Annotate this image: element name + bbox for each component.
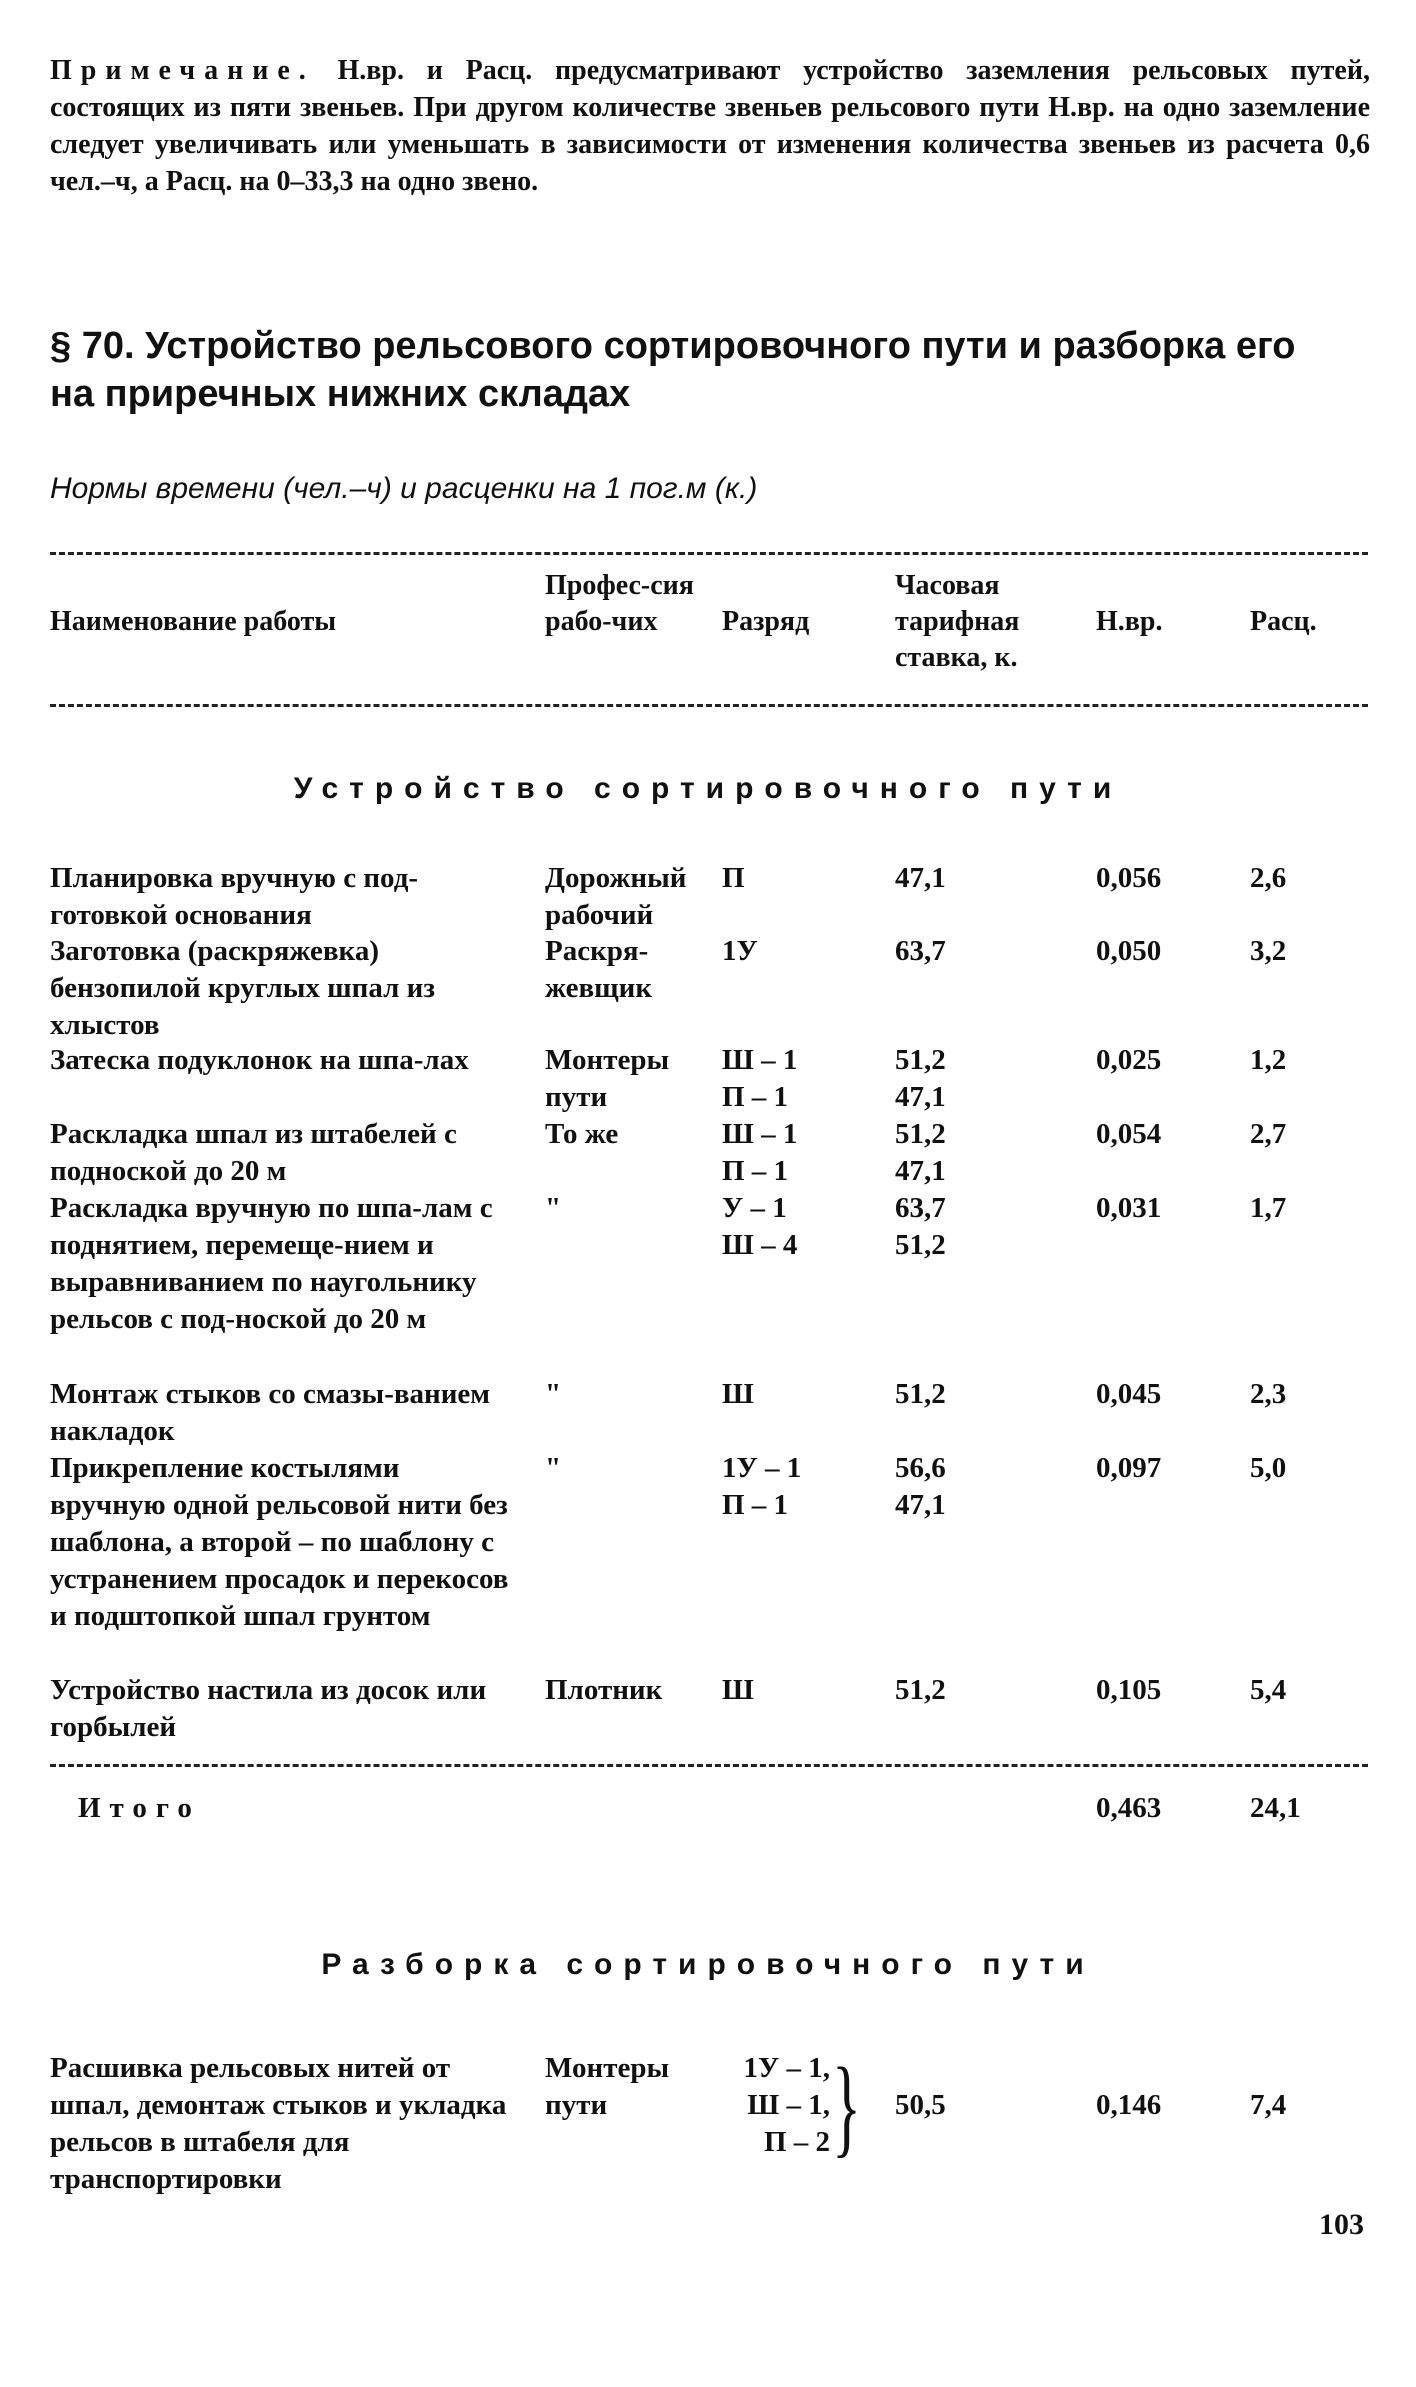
note-paragraph (50, 52, 1370, 200)
row-rate: 51,2 47,1 (895, 1118, 946, 1187)
row-nvr: 0,050 (1096, 935, 1162, 967)
group-title-construction: Устройство сортировочного пути (293, 772, 1123, 805)
row-rasc: 7,4 (1250, 2089, 1287, 2121)
row-name: Затеска подуклонок на шпа-лах (50, 1044, 469, 1076)
header-name: Наименование работы (50, 606, 337, 637)
row-nvr: 0,146 (1096, 2089, 1162, 2121)
row-profession: То же (545, 1118, 619, 1150)
row-rate: 56,6 47,1 (895, 1452, 946, 1521)
row-nvr: 0,097 (1096, 1452, 1162, 1484)
row-grade: 1У – 1 П – 1 (722, 1452, 802, 1521)
row-name: Раскладка вручную по шпа-лам с поднятием, перемеще-нием и выравниванием по наугольнику рельсов с под-ноской до 20 м (50, 1192, 493, 1335)
row-rasc: 2,3 (1250, 1378, 1287, 1410)
row-rate: 51,2 47,1 (895, 1044, 946, 1113)
row-grade: Ш (722, 1674, 754, 1706)
row-rasc: 1,2 (1250, 1044, 1287, 1076)
total-label: Итого (78, 1792, 201, 1824)
header-grade: Разряд (722, 606, 810, 637)
row-rasc: 5,0 (1250, 1452, 1287, 1484)
row-profession: " (545, 1192, 562, 1224)
row-grade: Ш (722, 1378, 754, 1410)
row-profession: Плотник (545, 1674, 663, 1706)
row-rasc: 3,2 (1250, 935, 1287, 967)
row-nvr: 0,031 (1096, 1192, 1162, 1224)
row-nvr: 0,105 (1096, 1674, 1162, 1706)
section-title: § 70. Устройство рельсового сортировочного пути и разборка его на приречных нижних складах (50, 325, 1296, 415)
row-profession: Монтеры пути (545, 2052, 670, 2121)
row-name: Расшивка рельсовых нитей от шпал, демонтаж стыков и укладка рельсов в штабеля для транспортировки (50, 2052, 507, 2195)
row-name: Устройство настила из досок или горбылей (50, 1674, 487, 1743)
row-grade: П (722, 862, 745, 894)
row-grade: Ш – 1 П – 1 (722, 1044, 798, 1113)
row-profession: Дорожный рабочий (545, 862, 687, 931)
row-profession: " (545, 1452, 562, 1484)
group-title-dismantling: Разборка сортировочного пути (321, 1948, 1095, 1981)
header-rasc: Расц. (1250, 606, 1317, 637)
table-subtitle: Нормы времени (чел.–ч) и расценки на 1 пог.м (к.) (50, 472, 758, 505)
row-rate: 47,1 (895, 862, 946, 894)
row-rate: 51,2 (895, 1378, 946, 1410)
row-grade: 1У (722, 935, 758, 967)
row-rasc: 2,7 (1250, 1118, 1287, 1150)
row-nvr: 0,045 (1096, 1378, 1162, 1410)
row-profession: Раскря-жевщик (545, 935, 653, 1004)
row-nvr: 0,054 (1096, 1118, 1162, 1150)
row-profession: " (545, 1378, 562, 1410)
header-bottom-rule (50, 704, 1368, 707)
header-rate: Часовая тарифная ставка, к. (895, 570, 1020, 673)
row-grade: Ш – 1 П – 1 (722, 1118, 798, 1187)
row-name: Монтаж стыков со смазы-ванием накладок (50, 1378, 491, 1447)
row-name: Раскладка шпал из штабелей с подноской до 20 м (50, 1118, 457, 1187)
total-rule (50, 1764, 1368, 1767)
row-rasc: 5,4 (1250, 1674, 1287, 1706)
row-profession: Монтеры пути (545, 1044, 670, 1113)
header-profession: Профес-сия рабо-чих (545, 570, 694, 637)
row-name: Планировка вручную с под-готовкой основания (50, 862, 419, 931)
note-text: Н.вр. и Расц. предусматривают устройство заземления рельсовых путей, состоящих из пяти звеньев. При другом количестве звеньев рельсового пути Н.вр. на одно заземление следует увеличивать или уменьшать в зависимости от изменения количества звеньев из расчета 0,6 чел.–ч, а Расц. на 0–33,3 на одно звено. (50, 55, 1370, 197)
row-rate: 50,5 (895, 2089, 946, 2121)
row-nvr: 0,056 (1096, 862, 1162, 894)
page-number: 103 (1319, 2208, 1364, 2241)
row-grade: 1У – 1, Ш – 1, П – 2 (743, 2052, 830, 2158)
total-rasc: 24,1 (1250, 1792, 1301, 1824)
header-nvr: Н.вр. (1096, 606, 1163, 637)
row-rasc: 2,6 (1250, 862, 1287, 894)
row-rate: 63,7 51,2 (895, 1192, 946, 1261)
note-label: Примечание. (50, 55, 315, 86)
total-nvr: 0,463 (1096, 1792, 1162, 1824)
row-rate: 63,7 (895, 935, 946, 967)
header-top-rule (50, 552, 1368, 555)
row-rasc: 1,7 (1250, 1192, 1287, 1224)
row-nvr: 0,025 (1096, 1044, 1162, 1076)
row-name: Заготовка (раскряжевка) бензопилой круглых шпал из хлыстов (50, 935, 435, 1041)
row-grade: У – 1 Ш – 4 (722, 1192, 798, 1261)
row-name: Прикрепление костылями вручную одной рельсовой нити без шаблона, а второй – по шаблону с устранением просадок и перекосов и подштопкой шпал грунтом (50, 1452, 509, 1632)
curly-brace: } (832, 2045, 862, 2167)
row-rate: 51,2 (895, 1674, 946, 1706)
